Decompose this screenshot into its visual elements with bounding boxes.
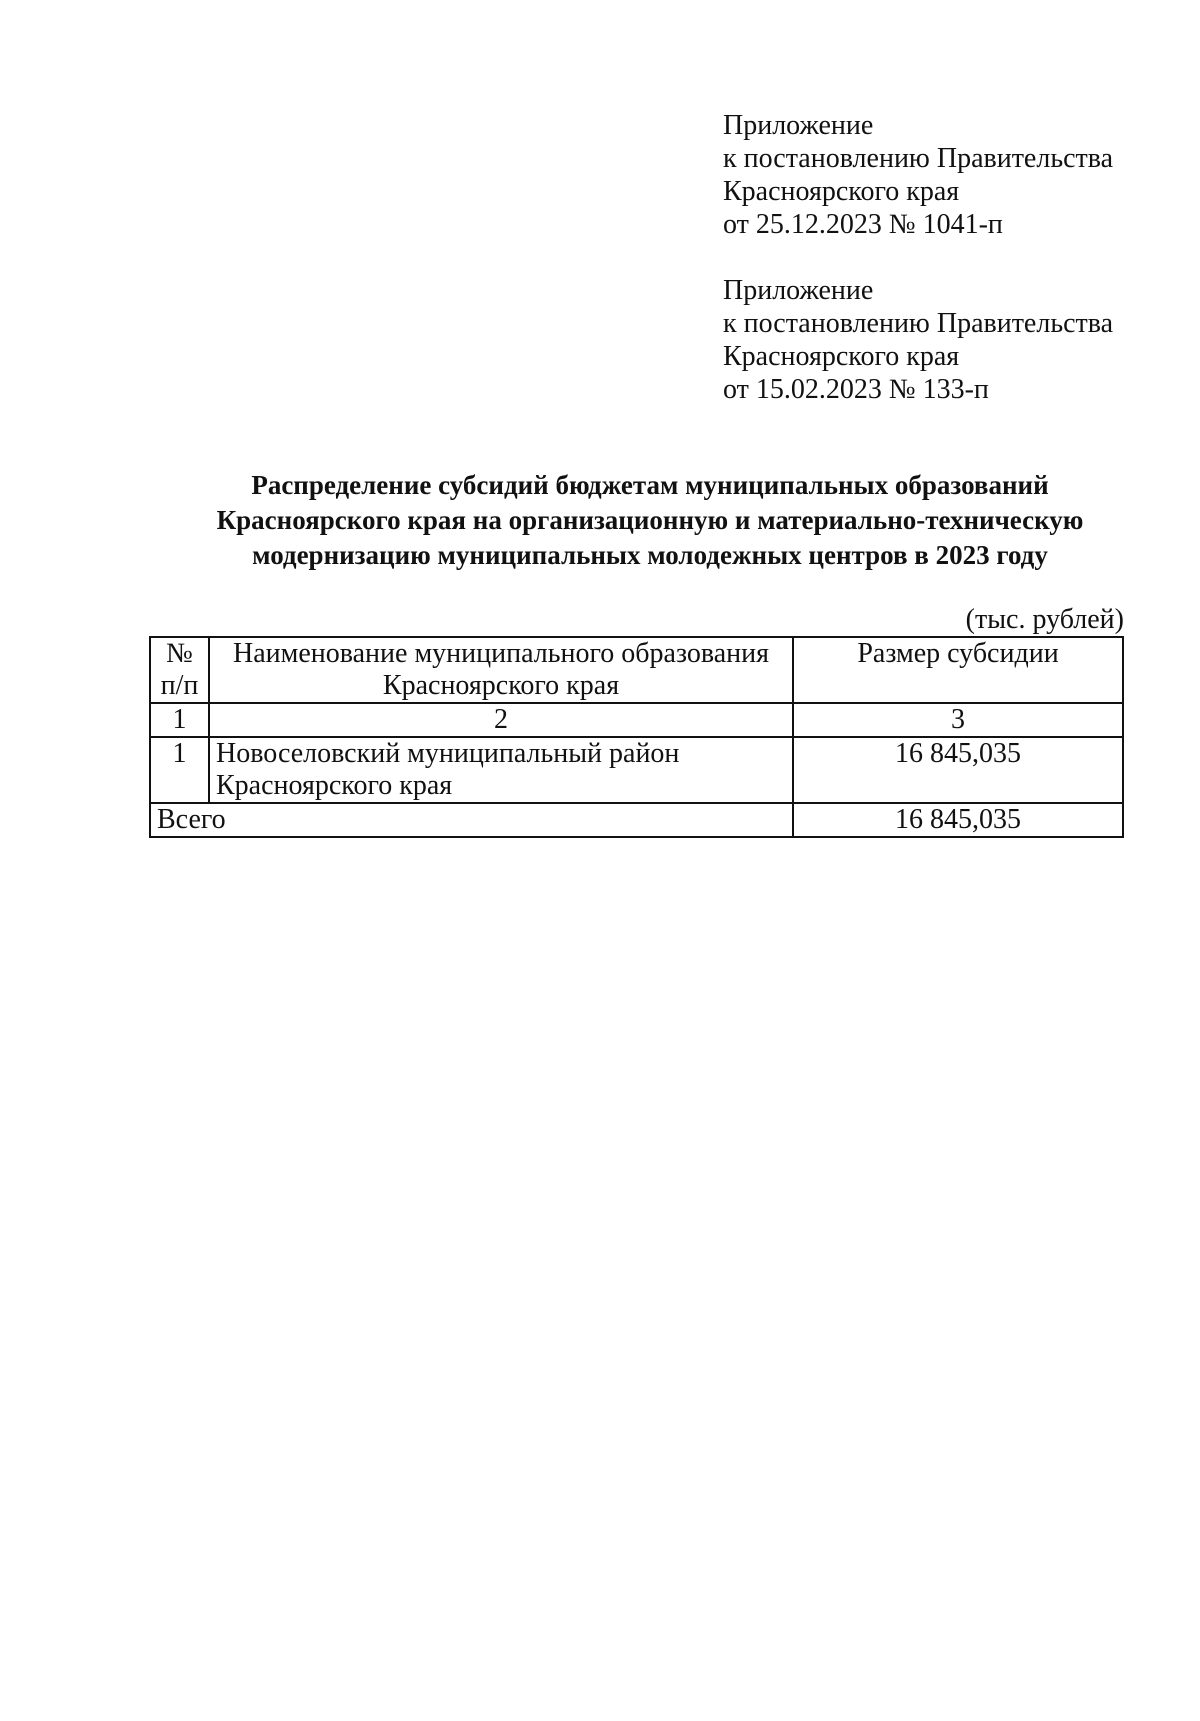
row-name-line: Красноярского края: [216, 770, 453, 801]
appendix-date-number: от 25.12.2023 № 1041-п: [723, 209, 1003, 240]
subsidy-table: [149, 636, 1124, 838]
column-index-row: [150, 703, 1123, 737]
units-note: (тыс. рублей): [965, 604, 1124, 635]
title-line: модернизацию муниципальных молодежных центров в 2023 году: [252, 540, 1048, 570]
column-index-cell: 1: [150, 703, 209, 737]
appendix-block-current: [723, 109, 1143, 241]
appendix-reference: к постановлению Правительства: [723, 143, 1114, 174]
appendix-region: Красноярского края: [723, 341, 960, 372]
title-line: Красноярского края на организационную и материально-техническую: [216, 505, 1084, 535]
header-name-cell: [209, 637, 793, 703]
column-index-cell: 3: [793, 703, 1123, 737]
appendix-label: Приложение: [723, 110, 874, 141]
appendix-label: Приложение: [723, 275, 874, 306]
row-name-line: Новоселовский муниципальный район: [216, 738, 680, 769]
column-index-cell: 2: [209, 703, 793, 737]
row-name-cell: [209, 737, 793, 803]
header-number-sign: №: [166, 638, 193, 669]
appendix-date-number: от 15.02.2023 № 133-п: [723, 374, 989, 405]
title-line: Распределение субсидий бюджетам муниципальных образований: [251, 470, 1049, 500]
appendix-region: Красноярского края: [723, 176, 960, 207]
row-number-cell: 1: [150, 737, 209, 803]
header-amount-cell: Размер субсидии: [793, 637, 1123, 703]
total-amount-cell: 16 845,035: [793, 803, 1123, 837]
table-header-row: [150, 637, 1123, 703]
header-name-line: Красноярского края: [382, 670, 620, 701]
table-total-row: [150, 803, 1123, 837]
header-number-cell: [150, 637, 209, 703]
table-row: [150, 737, 1123, 803]
appendix-reference: к постановлению Правительства: [723, 308, 1114, 339]
header-name-line: Наименование муниципального образования: [233, 638, 769, 669]
document-title: [120, 468, 1180, 573]
appendix-block-original: [723, 274, 1143, 406]
total-label-cell: Всего: [150, 803, 793, 837]
header-number-abbr: п/п: [160, 670, 199, 701]
row-amount-cell: 16 845,035: [793, 737, 1123, 803]
